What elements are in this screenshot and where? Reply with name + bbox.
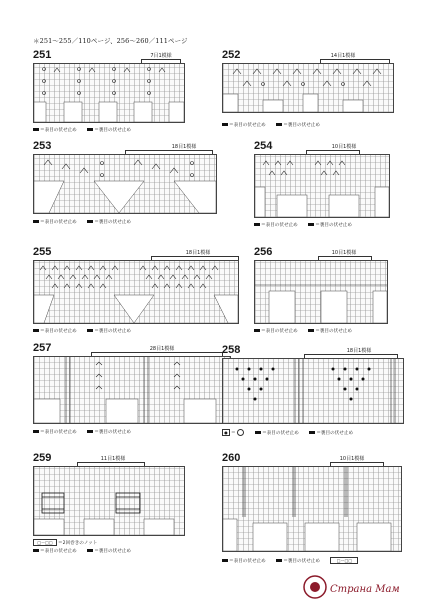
repeat-label: 10目1模様 bbox=[331, 250, 357, 256]
chart-symbols bbox=[34, 261, 238, 323]
chart-number: 260 bbox=[222, 452, 241, 464]
repeat-label: 7目1模様 bbox=[150, 53, 172, 59]
knitting-chart-grid bbox=[222, 358, 404, 424]
chart-legend: ● ＝ ＝表目の伏せ止め ＝裏目の伏せ止め bbox=[222, 429, 362, 436]
knitting-chart-grid bbox=[33, 260, 239, 324]
back-bindoff-symbol bbox=[87, 220, 93, 223]
front-bindoff-symbol bbox=[254, 329, 260, 332]
chart-number: 253 bbox=[33, 140, 52, 152]
repeat-label: 10目1模様 bbox=[339, 456, 365, 462]
chart-legend: ＝表目の伏せ止め ＝裏目の伏せ止め bbox=[33, 548, 140, 554]
back-bindoff-symbol bbox=[276, 123, 282, 126]
front-bindoff-symbol bbox=[33, 329, 39, 332]
back-bindoff-symbol bbox=[87, 549, 93, 552]
front-bindoff-symbol bbox=[33, 430, 39, 433]
site-watermark: Страна Мам bbox=[330, 584, 400, 595]
chart-symbols bbox=[255, 155, 389, 217]
knitting-chart-grid bbox=[33, 63, 185, 123]
chart-number: 258 bbox=[222, 344, 241, 356]
front-bindoff-symbol bbox=[33, 128, 39, 131]
chart-legend-knot: □ー□□ ＝2回巻きのノット bbox=[33, 539, 97, 546]
front-bindoff-symbol bbox=[222, 123, 228, 126]
chart-number: 257 bbox=[33, 342, 52, 354]
knitting-chart-grid bbox=[33, 466, 185, 536]
chart-symbols bbox=[223, 467, 401, 551]
front-bindoff-symbol bbox=[33, 549, 39, 552]
chart-number: 259 bbox=[33, 452, 52, 464]
chart-symbols bbox=[34, 467, 184, 535]
chart-legend: ＝表目の伏せ止め ＝裏目の伏せ止め bbox=[33, 429, 140, 435]
knitting-chart-grid bbox=[33, 154, 217, 214]
back-bindoff-symbol bbox=[87, 128, 93, 131]
chart-number: 251 bbox=[33, 49, 52, 61]
repeat-label: 10目1模様 bbox=[331, 144, 357, 150]
chart-legend: ＝表目の伏せ止め ＝裏目の伏せ止め bbox=[33, 127, 140, 133]
chart-symbols bbox=[34, 155, 216, 213]
repeat-label: 18目1模様 bbox=[185, 250, 211, 256]
repeat-label: 28目1模様 bbox=[149, 346, 175, 352]
yarn-over-symbol bbox=[237, 429, 244, 436]
knitting-chart-grid bbox=[254, 260, 388, 324]
chart-legend: ＝表目の伏せ止め ＝裏目の伏せ止め bbox=[33, 328, 140, 334]
chart-number: 254 bbox=[254, 140, 273, 152]
chart-number: 252 bbox=[222, 49, 241, 61]
front-bindoff-symbol bbox=[33, 220, 39, 223]
repeat-label: 14目1模様 bbox=[330, 53, 356, 59]
cable-symbol: □ー□□ bbox=[330, 557, 358, 564]
chart-symbols bbox=[223, 64, 393, 112]
eyelet-symbol: ● bbox=[222, 429, 230, 436]
knitting-chart-grid bbox=[222, 466, 402, 552]
chart-symbols bbox=[255, 261, 387, 323]
back-bindoff-symbol bbox=[308, 223, 314, 226]
repeat-label: 11目1模様 bbox=[100, 456, 126, 462]
page-header: ＊251〜255／110ページ、256〜260／111ページ bbox=[33, 37, 188, 45]
knot-symbol: □ー□□ bbox=[33, 539, 57, 546]
knitting-chart-grid bbox=[222, 63, 394, 113]
front-bindoff-symbol bbox=[254, 223, 260, 226]
chart-number: 255 bbox=[33, 246, 52, 258]
chart-symbols bbox=[223, 359, 403, 423]
chart-symbols bbox=[34, 64, 184, 122]
back-bindoff-symbol bbox=[276, 559, 282, 562]
front-bindoff-symbol bbox=[255, 431, 261, 434]
repeat-label: 18目1模様 bbox=[171, 144, 197, 150]
knitting-chart-grid bbox=[33, 356, 231, 424]
chart-legend: ＝表目の伏せ止め ＝裏目の伏せ止め bbox=[222, 122, 329, 128]
back-bindoff-symbol bbox=[87, 329, 93, 332]
back-bindoff-symbol bbox=[309, 431, 315, 434]
chart-legend: ＝表目の伏せ止め ＝裏目の伏せ止め bbox=[254, 222, 361, 228]
chart-legend: ＝表目の伏せ止め ＝裏目の伏せ止め bbox=[254, 328, 361, 334]
chart-symbols bbox=[34, 357, 230, 423]
repeat-label: 18目1模様 bbox=[346, 348, 372, 354]
knitting-chart-grid bbox=[254, 154, 390, 218]
watermark-logo-icon bbox=[300, 572, 330, 602]
chart-legend: ＝表目の伏せ止め ＝裏目の伏せ止め □ー□□ bbox=[222, 557, 359, 564]
back-bindoff-symbol bbox=[87, 430, 93, 433]
chart-number: 256 bbox=[254, 246, 273, 258]
front-bindoff-symbol bbox=[222, 559, 228, 562]
chart-legend: ＝表目の伏せ止め ＝裏目の伏せ止め bbox=[33, 219, 140, 225]
back-bindoff-symbol bbox=[308, 329, 314, 332]
